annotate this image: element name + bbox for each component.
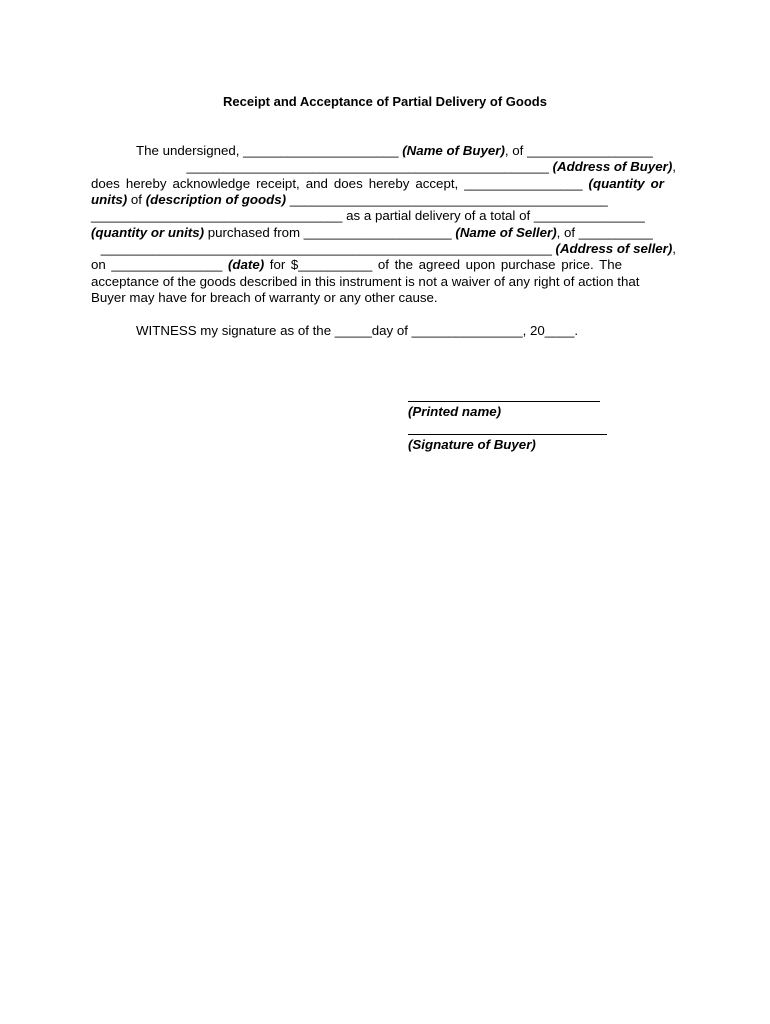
paragraph-line-5 xyxy=(91,208,676,224)
quantity-or-units-label-a: (quantity or xyxy=(588,176,664,191)
paragraph-line-8 xyxy=(91,257,622,273)
paragraph-line-6 xyxy=(91,225,676,241)
line-5-text: __________________________________ as a partial delivery of a total of _______________ xyxy=(91,208,645,223)
line-3-text-a: does hereby acknowledge receipt, and does hereby accept, ________________ xyxy=(91,176,589,191)
paragraph-line-3 xyxy=(91,176,664,192)
description-of-goods-label: (description of goods) xyxy=(145,192,287,207)
address-of-seller-label: (Address of seller) xyxy=(555,241,673,256)
signature-of-buyer-label: (Signature of Buyer) xyxy=(408,437,536,452)
line-6-text-b: , of __________ xyxy=(556,225,653,240)
line-9-text: acceptance of the goods described in this instrument is not a waiver of any right of action that xyxy=(91,274,640,289)
line-2-text-b: , xyxy=(672,159,676,174)
quantity-or-units-label-b: units) xyxy=(91,192,128,207)
paragraph-line-10 xyxy=(91,290,676,306)
witness-line: WITNESS my signature as of the _____day of _______________, 20____. xyxy=(136,323,579,338)
printed-name-rule xyxy=(408,401,600,402)
line-6-text-a: purchased from ____________________ xyxy=(204,225,456,240)
line-10-text: Buyer may have for breach of warranty or any other cause. xyxy=(91,290,438,305)
name-of-seller-label: (Name of Seller) xyxy=(455,225,557,240)
document-title: Receipt and Acceptance of Partial Delivery of Goods xyxy=(223,94,547,109)
line-4-text-b: ___________________________________________ xyxy=(286,192,608,207)
date-label: (date) xyxy=(227,257,265,272)
quantity-or-units-label-c: (quantity or units) xyxy=(91,225,205,240)
line-2-text-a: _________________________________________________ xyxy=(186,159,553,174)
paragraph-line-2 xyxy=(91,159,676,175)
paragraph-line-4 xyxy=(91,192,676,208)
name-of-buyer-label: (Name of Buyer) xyxy=(402,143,505,158)
line-7-text-a: _____________________________________________________________ xyxy=(100,241,556,256)
printed-name-label: (Printed name) xyxy=(408,404,502,419)
line-1-text-b: , of _________________ xyxy=(504,143,653,158)
line-4-text-a: of xyxy=(127,192,146,207)
line-8-text-a: on _______________ xyxy=(91,257,228,272)
paragraph-line-7 xyxy=(91,241,676,257)
address-of-buyer-label: (Address of Buyer) xyxy=(552,159,673,174)
signature-rule xyxy=(408,434,607,435)
paragraph-line-1 xyxy=(136,143,676,159)
paragraph-line-9 xyxy=(91,274,676,290)
line-1-text-a: The undersigned, _____________________ xyxy=(136,143,403,158)
line-8-text-b: for $__________ of the agreed upon purchase price. The xyxy=(264,257,622,272)
line-7-text-b: , xyxy=(672,241,676,256)
